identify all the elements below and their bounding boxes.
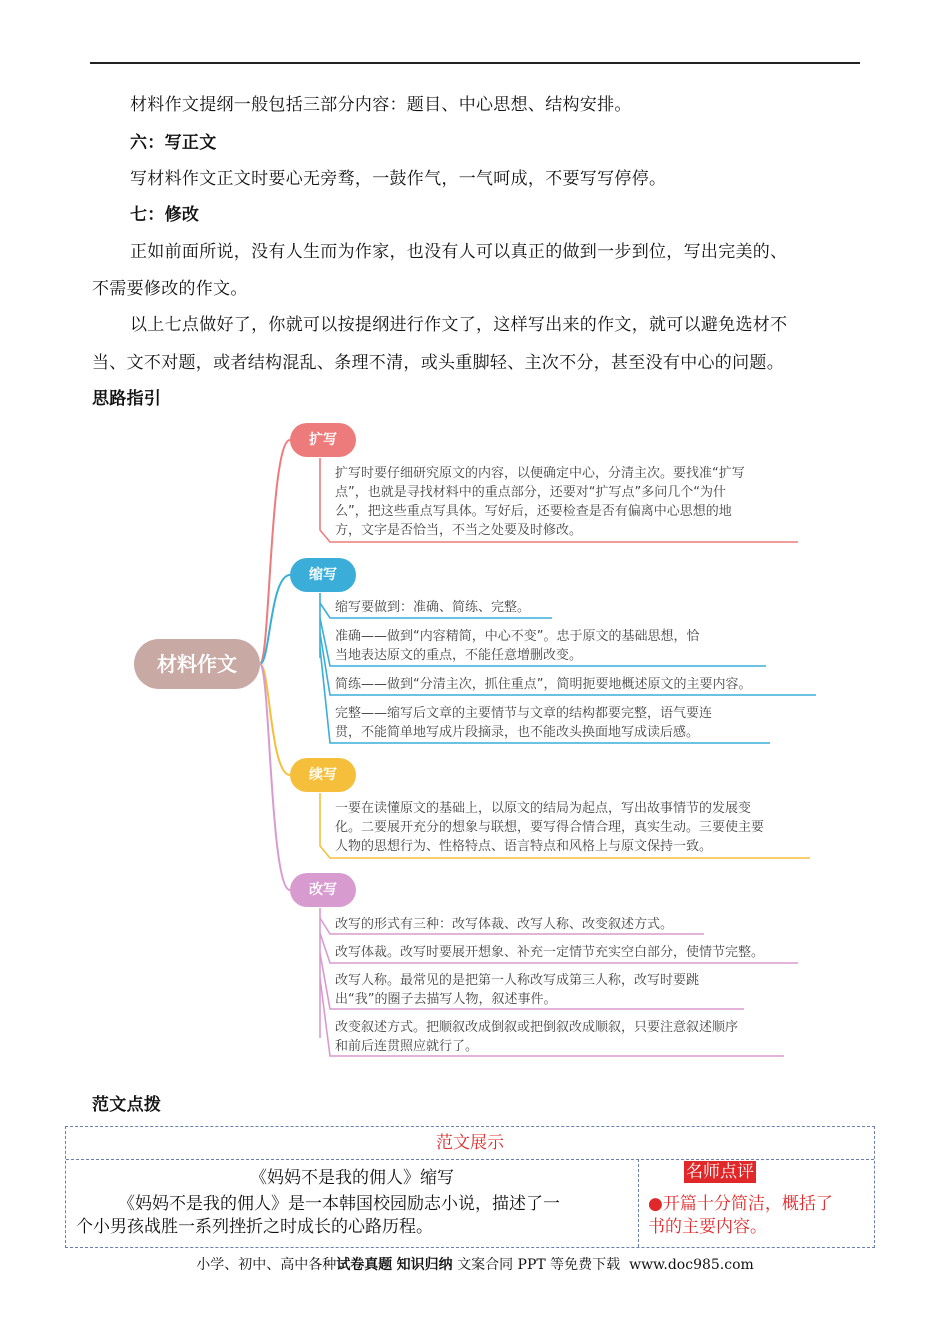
branch-xuxie: 续写 bbox=[290, 758, 356, 792]
footer bbox=[0, 1254, 950, 1274]
section-title-example: 范文点拨 bbox=[92, 1095, 162, 1115]
paragraph-revise-line1: 正如前面所说，没有人生而为作家，也没有人可以真正的做到一步到位，写出完美的、 bbox=[130, 242, 788, 262]
gaixie-item-1: 改写的形式有三种：改写体裁、改写人称、改变叙述方式。 bbox=[335, 917, 674, 932]
suoxie-item-3: 简练——做到“分清主次，抓住重点”，简明扼要地概述原文的主要内容。 bbox=[335, 677, 752, 692]
footer-part2: 试卷真题 bbox=[336, 1257, 393, 1273]
heading-step6: 六：写正文 bbox=[130, 133, 217, 153]
table-divider bbox=[638, 1159, 639, 1247]
paragraph-write: 写材料作文正文时要心无旁骛，一鼓作气，一气呵成，不要写写停停。 bbox=[130, 169, 667, 189]
kuoxie-item-1: 扩写时要仔细研究原文的内容，以便确定中心，分清主次。要找准“扩写 点”，也就是寻找材料中的重点部分，还要对“扩写点”多问几个“为什 么”，把这些重点写具体。写好后，还要检查是否有偏离中心思想的地 方，文字是否恰当，不当之处要及时修改。 bbox=[335, 466, 745, 538]
mindmap bbox=[120, 418, 830, 1068]
example-table bbox=[65, 1126, 875, 1248]
comment-title: 名师点评 bbox=[686, 1162, 754, 1182]
paragraph-summary-line1: 以上七点做好了，你就可以按提纲进行作文了，这样写出来的作文，就可以避免选材不 bbox=[130, 315, 788, 335]
paragraph-outline: 材料作文提纲一般包括三部分内容：题目、中心思想、结构安排。 bbox=[130, 95, 632, 115]
suoxie-item-1: 缩写要做到：准确、简练、完整。 bbox=[335, 600, 531, 615]
essay-line-1: 《妈妈不是我的佣人》是一本韩国校园励志小说，描述了一 bbox=[118, 1194, 560, 1214]
suoxie-item-4: 完整——缩写后文章的主要情节与文章的结构都要完整，语气要连 贯，不能简单地写成片段摘录，也不能改头换面地写成读后感。 bbox=[335, 706, 713, 740]
branch-suoxie: 缩写 bbox=[290, 558, 356, 592]
comment-line-1: ●开篇十分简洁，概括了 bbox=[648, 1194, 833, 1214]
xuxie-item-1: 一要在读懂原文的基础上，以原文的结局为起点，写出故事情节的发展变 化。二要展开充分的想象与联想，要写得合情合理，真实生动。三要使主要 人物的思想行为、性格特点、语言特点和风格上与原文保持一致。 bbox=[335, 801, 765, 854]
essay-line-2: 个小男孩战胜一系列挫折之时成长的心路历程。 bbox=[76, 1217, 433, 1237]
footer-link[interactable]: www.doc985.com bbox=[629, 1257, 754, 1273]
mindmap-center-node: 材料作文 bbox=[134, 639, 260, 689]
example-table-header-row bbox=[66, 1127, 874, 1160]
comment-line-2: 书的主要内容。 bbox=[648, 1217, 767, 1237]
footer-part4: 文案合同 PPT 等免费下载 bbox=[457, 1257, 621, 1273]
paragraph-revise-line2: 不需要修改的作文。 bbox=[92, 279, 248, 299]
branch-gaixie: 改写 bbox=[290, 873, 356, 907]
gaixie-item-2: 改写体裁。改写时要展开想象、补充一定情节充实空白部分，使情节完整。 bbox=[335, 945, 765, 960]
branch-kuoxie: 扩写 bbox=[290, 423, 356, 457]
paragraph-summary-line2: 当、文不对题，或者结构混乱、条理不清，或头重脚轻、主次不分，甚至没有中心的问题。 bbox=[92, 353, 784, 373]
essay-title: 《妈妈不是我的佣人》缩写 bbox=[250, 1168, 454, 1188]
header-rule bbox=[90, 62, 860, 64]
gaixie-item-4: 改变叙述方式。把顺叙改成倒叙或把倒叙改成顺叙，只要注意叙述顺序 和前后连贯照应就行了。 bbox=[335, 1020, 739, 1054]
section-title-guide: 思路指引 bbox=[92, 389, 162, 409]
example-table-header: 范文展示 bbox=[436, 1133, 504, 1153]
heading-step7: 七：修改 bbox=[130, 205, 200, 225]
footer-part1: 小学、初中、高中各种 bbox=[196, 1257, 337, 1273]
gaixie-item-3: 改写人称。最常见的是把第一人称改写成第三人称，改写时要跳 出“我”的圈子去描写人物，叙述事件。 bbox=[335, 973, 700, 1007]
footer-part3: 知识归纳 bbox=[396, 1257, 453, 1273]
suoxie-item-2: 准确——做到“内容精简，中心不变”。忠于原文的基础思想，恰 当地表达原文的重点，不能任意增删改变。 bbox=[335, 629, 700, 663]
